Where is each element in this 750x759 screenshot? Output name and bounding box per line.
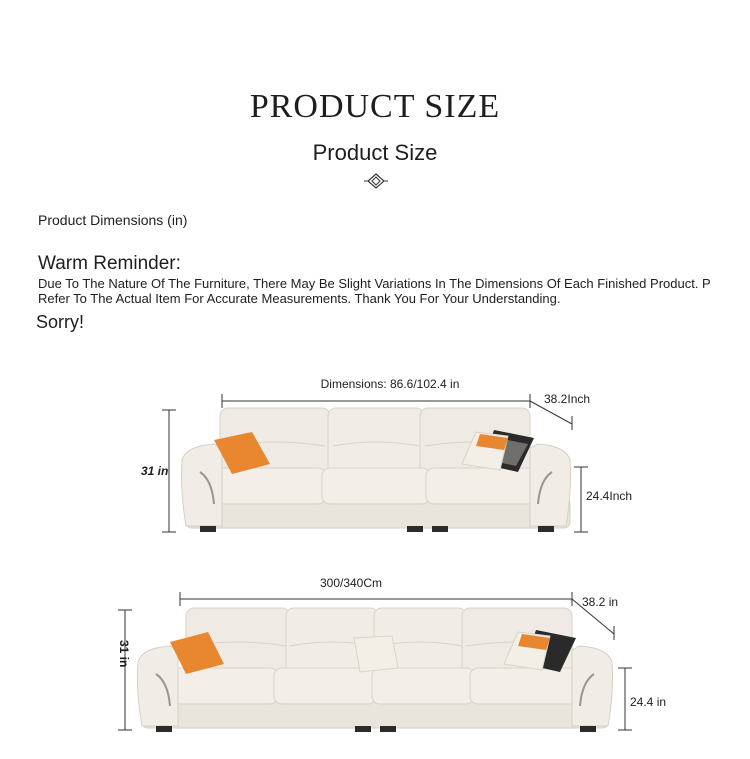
reminder-text xyxy=(38,276,750,306)
depth-label: 38.2 in xyxy=(582,595,619,609)
cream-pillow xyxy=(354,636,398,672)
height-label: 31 in xyxy=(141,464,169,478)
seat-height-label: 24.4 in xyxy=(630,695,667,709)
page-title: PRODUCT SIZE xyxy=(249,88,501,125)
reminder-line-1: Due To The Nature Of The Furniture, There May Be Slight Variations In The Dimensions Of Each Finished Product. P xyxy=(38,276,711,291)
reminder-title: Warm Reminder: xyxy=(38,253,181,274)
depth-label: 38.2Inch xyxy=(544,392,591,406)
width-label: Dimensions: 86.6/102.4 in xyxy=(320,377,460,391)
sofa-diagram-inch xyxy=(0,360,750,550)
product-dimensions-label: Product Dimensions (in) xyxy=(38,212,188,228)
height-dimension-line xyxy=(118,610,132,730)
diamond-ornament-icon xyxy=(363,172,389,190)
reminder-closing: Sorry! xyxy=(36,312,85,332)
sofa-image xyxy=(182,408,571,532)
seat-height-label: 24.4Inch xyxy=(586,489,633,503)
height-label: 31 in xyxy=(117,640,131,668)
width-label: 300/340Cm xyxy=(319,576,383,590)
page-subtitle: Product Size xyxy=(312,140,438,165)
sofa-diagram-cm xyxy=(0,568,750,759)
reminder-line-2: Refer To The Actual Item For Accurate Measurements. Thank You For Your Understanding. xyxy=(38,291,561,306)
sofa-image xyxy=(138,608,613,732)
